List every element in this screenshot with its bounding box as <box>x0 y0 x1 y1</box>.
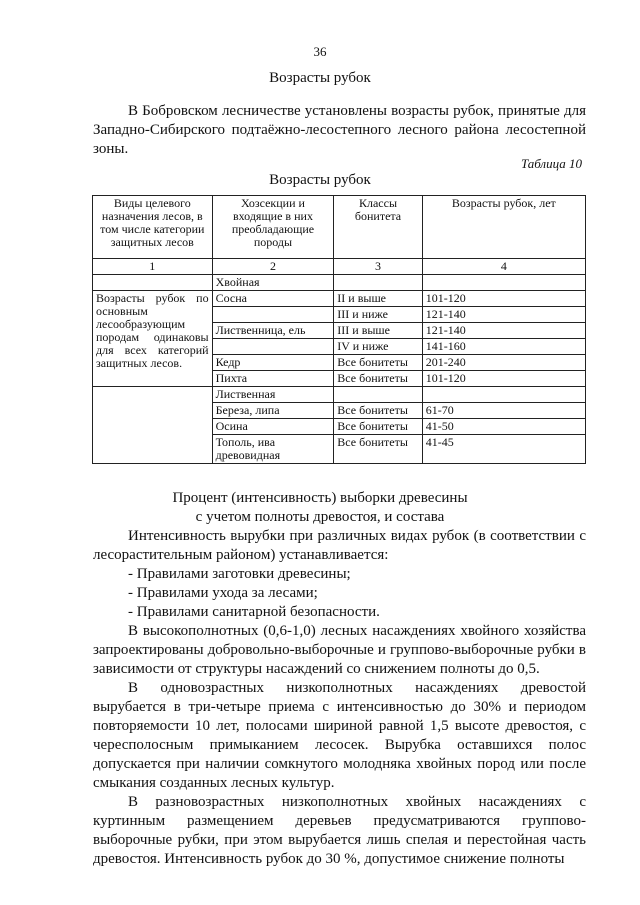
header-cutting-age: Возрасты рубок, лет <box>422 196 585 259</box>
section-cell: Сосна <box>212 291 334 307</box>
paragraph: В разновозрастных низкополнотных хвойных насаждениях с куртинным размещением деревьев предусматриваются группово-выборочные рубки, при этом вырубается лишь спелая и перестойная часть древостоя. Интенсивность рубок до 30 %, допустимое снижение полноты <box>93 794 586 867</box>
age-cell: 41-50 <box>422 419 585 435</box>
age-cell: 61-70 <box>422 403 585 419</box>
header-bonitet: Классы бонитета <box>334 196 422 259</box>
table-row <box>93 291 586 307</box>
age-cell: 201-240 <box>422 355 585 371</box>
table-row <box>93 387 586 403</box>
paragraph: В высокополнотных (0,6-1,0) лесных насаждениях хвойного хозяйства запроектированы добровольно-выборочные и группово-выборочные рубки в зависимости от структуры насаждений со снижением полноты до 0,5. <box>93 623 586 677</box>
body-text <box>93 527 586 869</box>
age-cell <box>422 387 585 403</box>
paragraph: В одновозрастных низкополнотных насаждениях древостой вырубается в три-четыре приема с интенсивностью до 30% и периодом повторяемости 10 лет, полосами шириной равной 1,5 высоте древостоя, с чересполосным примыканием лесосек. Вырубка оставшихся полос допускается при наличии сомкнутого молодняка хвойных пород или после смыкания созданных лесных культур. <box>93 680 586 791</box>
bonitet-cell: II и выше <box>334 291 422 307</box>
age-cell: 121-140 <box>422 307 585 323</box>
list-item: - Правилами ухода за лесами; <box>128 585 318 601</box>
table-cell <box>93 275 213 291</box>
table-label: Таблица 10 <box>520 156 582 171</box>
intensity-heading-line2: с учетом полноты древостоя, и состава <box>195 509 445 525</box>
section-cell: Кедр <box>212 355 334 371</box>
age-cell: 101-120 <box>422 291 585 307</box>
header-forest-purpose: Виды целевого назначения лесов, в том числе категории защитных лесов <box>93 196 213 259</box>
bonitet-cell: III и выше <box>334 323 422 339</box>
bonitet-cell <box>334 387 422 403</box>
col-number: 3 <box>334 259 422 275</box>
page-number: 36 <box>313 44 327 59</box>
bonitet-cell: III и ниже <box>334 307 422 323</box>
table-cell <box>93 387 213 464</box>
table-row <box>93 275 586 291</box>
section-cell: Хвойная <box>212 275 334 291</box>
table-header-row <box>93 196 586 259</box>
section-cell: Осина <box>212 419 334 435</box>
paragraph: Интенсивность вырубки при различных видах рубок (в соответствии с лесорастительным районом) устанавливается: <box>93 528 586 563</box>
list-item: - Правилами санитарной безопасности. <box>128 604 380 620</box>
bonitet-cell: IV и ниже <box>334 339 422 355</box>
bonitet-cell: Все бонитеты <box>334 355 422 371</box>
age-cell: 101-120 <box>422 371 585 387</box>
column-number-row <box>93 259 586 275</box>
section-cell <box>212 339 334 355</box>
intensity-heading-line1: Процент (интенсивность) выборки древесины <box>172 490 468 506</box>
bonitet-cell: Все бонитеты <box>334 371 422 387</box>
col-number: 4 <box>422 259 585 275</box>
age-cell: 41-45 <box>422 435 585 464</box>
section-cell: Береза, липа <box>212 403 334 419</box>
section-cell: Тополь, ива древовидная <box>212 435 334 464</box>
bonitet-cell: Все бонитеты <box>334 403 422 419</box>
section-heading: Возрасты рубок <box>269 70 371 86</box>
bonitet-cell <box>334 275 422 291</box>
section-cell <box>212 307 334 323</box>
table-title: Возрасты рубок <box>269 172 371 188</box>
section-cell: Пихта <box>212 371 334 387</box>
intensity-heading <box>0 489 640 527</box>
age-cell <box>422 275 585 291</box>
list-item: - Правилами заготовки древесины; <box>128 566 351 582</box>
col-number: 2 <box>212 259 334 275</box>
section-cell: Лиственница, ель <box>212 323 334 339</box>
section-cell: Лиственная <box>212 387 334 403</box>
bonitet-cell: Все бонитеты <box>334 435 422 464</box>
col-number: 1 <box>93 259 213 275</box>
intro-paragraph: В Бобровском лесничестве установлены возрасты рубок, принятые для Западно-Сибирского подтаёжно-лесостепного лесного района лесостепной зоны. <box>93 103 586 157</box>
cutting-age-table <box>92 195 586 464</box>
bonitet-cell: Все бонитеты <box>334 419 422 435</box>
header-sections: Хозсекции и входящие в них преобладающие породы <box>212 196 334 259</box>
age-cell: 121-140 <box>422 323 585 339</box>
forest-purpose-cell: Возрасты рубок по основным лесообразующим породам одинаковы для всех категорий защитных лесов. <box>93 291 213 387</box>
age-cell: 141-160 <box>422 339 585 355</box>
